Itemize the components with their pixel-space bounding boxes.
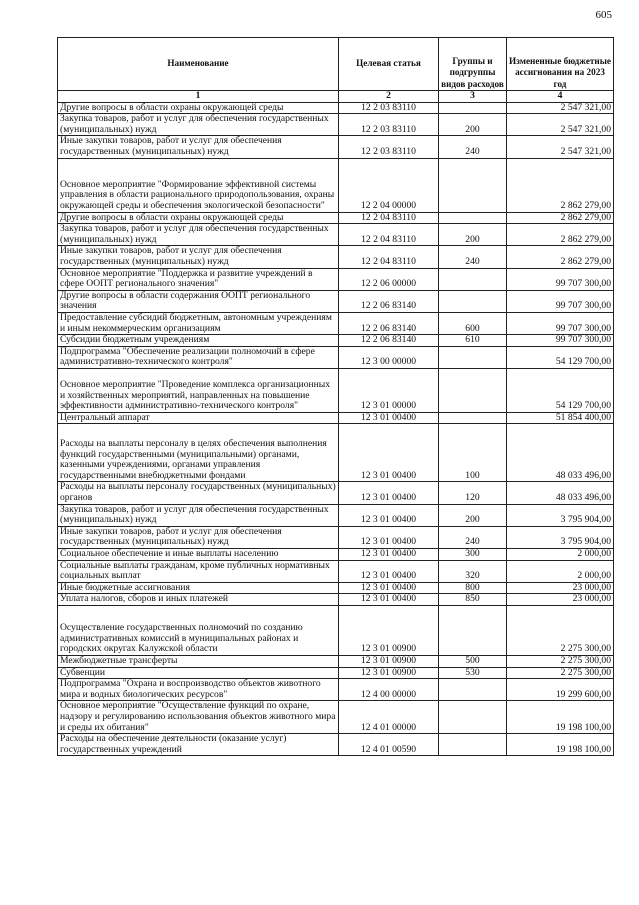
column-number: 4 <box>507 91 614 103</box>
table-row <box>58 526 614 548</box>
row-amount-cell: 19 299 600,00 <box>507 679 614 701</box>
row-expense-group-cell: 320 <box>439 560 507 582</box>
row-name-cell: Предоставление субсидий бюджетным, автономным учреждениям и иным некоммерческим организациям <box>58 312 339 334</box>
table-row <box>58 667 614 679</box>
row-name-cell: Расходы на выплаты персоналу в целях обеспечения выполнения функций государственными (муниципальными) органами, казенными учреждениями, органами управления государственными внебюджетными фондами <box>58 424 339 482</box>
header-expense-group: Группы и подгруппы видов расходов <box>439 38 507 91</box>
row-amount-cell: 99 707 300,00 <box>507 312 614 334</box>
row-target-article-cell: 12 2 04 83110 <box>339 212 439 224</box>
row-target-article-cell: 12 3 01 00400 <box>339 560 439 582</box>
table-row <box>58 224 614 246</box>
row-target-article-cell: 12 2 03 83110 <box>339 136 439 158</box>
row-target-article-cell: 12 4 01 00590 <box>339 734 439 756</box>
row-name-cell: Подпрограмма "Обеспечение реализации полномочий в сфере административно-технического контроля" <box>58 346 339 368</box>
row-name-cell: Другие вопросы в области охраны окружающей среды <box>58 212 339 224</box>
row-expense-group-cell: 300 <box>439 549 507 561</box>
row-expense-group-cell: 100 <box>439 424 507 482</box>
table-row <box>58 606 614 656</box>
row-amount-cell: 3 795 904,00 <box>507 526 614 548</box>
row-target-article-cell: 12 2 04 00000 <box>339 158 439 212</box>
row-name-cell: Основное мероприятие "Проведение комплекса организационных и хозяйственных мероприятий, направленных на повышение эффективности административно-технического контроля" <box>58 368 339 412</box>
row-target-article-cell: 12 3 01 00900 <box>339 606 439 656</box>
row-amount-cell: 2 862 279,00 <box>507 212 614 224</box>
row-amount-cell: 2 547 321,00 <box>507 136 614 158</box>
row-target-article-cell: 12 2 04 83110 <box>339 246 439 268</box>
table-row <box>58 312 614 334</box>
row-expense-group-cell <box>439 290 507 312</box>
table-row <box>58 268 614 290</box>
row-name-cell: Осуществление государственных полномочий по созданию административных комиссий в муниципальных районах и городских округах Калужской области <box>58 606 339 656</box>
row-expense-group-cell <box>439 412 507 424</box>
row-expense-group-cell: 240 <box>439 526 507 548</box>
row-target-article-cell: 12 3 01 00400 <box>339 424 439 482</box>
row-amount-cell: 2 275 300,00 <box>507 656 614 668</box>
row-target-article-cell: 12 3 01 00400 <box>339 549 439 561</box>
row-expense-group-cell <box>439 734 507 756</box>
row-amount-cell: 2 275 300,00 <box>507 606 614 656</box>
row-name-cell: Межбюджетные трансферты <box>58 656 339 668</box>
row-name-cell: Иные закупки товаров, работ и услуг для обеспечения государственных (муниципальных) нужд <box>58 246 339 268</box>
row-name-cell: Социальные выплаты гражданам, кроме публичных нормативных социальных выплат <box>58 560 339 582</box>
row-expense-group-cell: 240 <box>439 246 507 268</box>
row-expense-group-cell <box>439 102 507 114</box>
table-row <box>58 158 614 212</box>
row-amount-cell: 2 000,00 <box>507 560 614 582</box>
table-row <box>58 102 614 114</box>
budget-table <box>57 37 614 756</box>
row-amount-cell: 2 862 279,00 <box>507 224 614 246</box>
row-amount-cell: 48 033 496,00 <box>507 424 614 482</box>
row-target-article-cell: 12 2 06 83140 <box>339 290 439 312</box>
row-expense-group-cell: 600 <box>439 312 507 334</box>
page-number: 605 <box>595 9 612 21</box>
table-row <box>58 656 614 668</box>
table-row <box>58 412 614 424</box>
row-amount-cell: 3 795 904,00 <box>507 504 614 526</box>
row-expense-group-cell <box>439 268 507 290</box>
row-name-cell: Основное мероприятие "Осуществление функций по охране, надзору и регулированию использования объектов животного мира и среды их обитания" <box>58 701 339 734</box>
row-target-article-cell: 12 2 06 00000 <box>339 268 439 290</box>
header-target-article: Целевая статья <box>339 38 439 91</box>
row-amount-cell: 99 707 300,00 <box>507 268 614 290</box>
table-row <box>58 114 614 136</box>
table-row <box>58 504 614 526</box>
row-amount-cell: 99 707 300,00 <box>507 290 614 312</box>
row-name-cell: Иные закупки товаров, работ и услуг для обеспечения государственных (муниципальных) нужд <box>58 136 339 158</box>
table-row <box>58 482 614 504</box>
row-target-article-cell: 12 3 01 00400 <box>339 594 439 606</box>
table-row <box>58 734 614 756</box>
table-row <box>58 136 614 158</box>
row-expense-group-cell <box>439 368 507 412</box>
row-target-article-cell: 12 2 03 83110 <box>339 102 439 114</box>
table-row <box>58 368 614 412</box>
column-number: 3 <box>439 91 507 103</box>
column-number: 2 <box>339 91 439 103</box>
row-expense-group-cell: 850 <box>439 594 507 606</box>
row-name-cell: Расходы на обеспечение деятельности (оказание услуг) государственных учреждений <box>58 734 339 756</box>
row-amount-cell: 2 275 300,00 <box>507 667 614 679</box>
row-expense-group-cell: 530 <box>439 667 507 679</box>
row-amount-cell: 2 862 279,00 <box>507 158 614 212</box>
table-row <box>58 679 614 701</box>
row-target-article-cell: 12 3 01 00400 <box>339 526 439 548</box>
table-row <box>58 212 614 224</box>
table-row <box>58 701 614 734</box>
row-amount-cell: 2 000,00 <box>507 549 614 561</box>
table-row <box>58 346 614 368</box>
header-amount: Измененные бюджетные ассигнования на 2023 год <box>507 38 614 91</box>
row-expense-group-cell: 240 <box>439 136 507 158</box>
row-name-cell: Расходы на выплаты персоналу государственных (муниципальных) органов <box>58 482 339 504</box>
row-amount-cell: 19 198 100,00 <box>507 701 614 734</box>
row-expense-group-cell <box>439 212 507 224</box>
row-amount-cell: 48 033 496,00 <box>507 482 614 504</box>
row-expense-group-cell: 610 <box>439 335 507 347</box>
row-expense-group-cell <box>439 679 507 701</box>
row-target-article-cell: 12 2 04 83110 <box>339 224 439 246</box>
row-amount-cell: 23 000,00 <box>507 582 614 594</box>
row-expense-group-cell: 500 <box>439 656 507 668</box>
row-amount-cell: 19 198 100,00 <box>507 734 614 756</box>
row-expense-group-cell <box>439 346 507 368</box>
row-target-article-cell: 12 2 06 83140 <box>339 335 439 347</box>
column-number-row <box>58 91 614 103</box>
table-row <box>58 290 614 312</box>
column-number: 1 <box>58 91 339 103</box>
table-row <box>58 560 614 582</box>
row-expense-group-cell: 120 <box>439 482 507 504</box>
table-row <box>58 246 614 268</box>
table-row <box>58 582 614 594</box>
row-target-article-cell: 12 3 01 00900 <box>339 667 439 679</box>
row-name-cell: Подпрограмма "Охрана и воспроизводство объектов животного мира и водных биологических ресурсов" <box>58 679 339 701</box>
row-name-cell: Закупка товаров, работ и услуг для обеспечения государственных (муниципальных) нужд <box>58 504 339 526</box>
row-name-cell: Центральный аппарат <box>58 412 339 424</box>
row-name-cell: Уплата налогов, сборов и иных платежей <box>58 594 339 606</box>
row-target-article-cell: 12 3 01 00400 <box>339 582 439 594</box>
row-target-article-cell: 12 3 00 00000 <box>339 346 439 368</box>
row-amount-cell: 2 547 321,00 <box>507 102 614 114</box>
row-target-article-cell: 12 3 01 00400 <box>339 412 439 424</box>
header-name: Наименование <box>58 38 339 91</box>
row-name-cell: Иные закупки товаров, работ и услуг для обеспечения государственных (муниципальных) нужд <box>58 526 339 548</box>
row-expense-group-cell: 200 <box>439 504 507 526</box>
row-amount-cell: 54 129 700,00 <box>507 346 614 368</box>
row-name-cell: Другие вопросы в области содержания ООПТ регионального значения <box>58 290 339 312</box>
row-name-cell: Субвенции <box>58 667 339 679</box>
row-expense-group-cell: 800 <box>439 582 507 594</box>
row-target-article-cell: 12 2 03 83110 <box>339 114 439 136</box>
row-target-article-cell: 12 3 01 00900 <box>339 656 439 668</box>
table-row <box>58 594 614 606</box>
row-target-article-cell: 12 3 01 00000 <box>339 368 439 412</box>
row-name-cell: Закупка товаров, работ и услуг для обеспечения государственных (муниципальных) нужд <box>58 114 339 136</box>
row-target-article-cell: 12 4 01 00000 <box>339 701 439 734</box>
row-name-cell: Иные бюджетные ассигнования <box>58 582 339 594</box>
table-row <box>58 549 614 561</box>
row-name-cell: Основное мероприятие "Поддержка и развитие учреждений в сфере ООПТ регионального значения" <box>58 268 339 290</box>
row-amount-cell: 51 854 400,00 <box>507 412 614 424</box>
table-row <box>58 335 614 347</box>
row-expense-group-cell <box>439 158 507 212</box>
row-name-cell: Основное мероприятие "Формирование эффективной системы управления в области рационального природопользования, охраны окружающей среды и обеспечения экологической безопасности" <box>58 158 339 212</box>
row-expense-group-cell <box>439 606 507 656</box>
table-body <box>58 102 614 756</box>
row-name-cell: Субсидии бюджетным учреждениям <box>58 335 339 347</box>
row-name-cell: Другие вопросы в области охраны окружающей среды <box>58 102 339 114</box>
row-target-article-cell: 12 3 01 00400 <box>339 504 439 526</box>
table-row <box>58 424 614 482</box>
table-header-row <box>58 38 614 91</box>
row-amount-cell: 2 862 279,00 <box>507 246 614 268</box>
row-target-article-cell: 12 2 06 83140 <box>339 312 439 334</box>
row-expense-group-cell <box>439 701 507 734</box>
row-name-cell: Закупка товаров, работ и услуг для обеспечения государственных (муниципальных) нужд <box>58 224 339 246</box>
row-target-article-cell: 12 4 00 00000 <box>339 679 439 701</box>
row-expense-group-cell: 200 <box>439 114 507 136</box>
row-amount-cell: 54 129 700,00 <box>507 368 614 412</box>
row-amount-cell: 23 000,00 <box>507 594 614 606</box>
row-expense-group-cell: 200 <box>439 224 507 246</box>
row-target-article-cell: 12 3 01 00400 <box>339 482 439 504</box>
row-amount-cell: 99 707 300,00 <box>507 335 614 347</box>
row-amount-cell: 2 547 321,00 <box>507 114 614 136</box>
row-name-cell: Социальное обеспечение и иные выплаты населению <box>58 549 339 561</box>
